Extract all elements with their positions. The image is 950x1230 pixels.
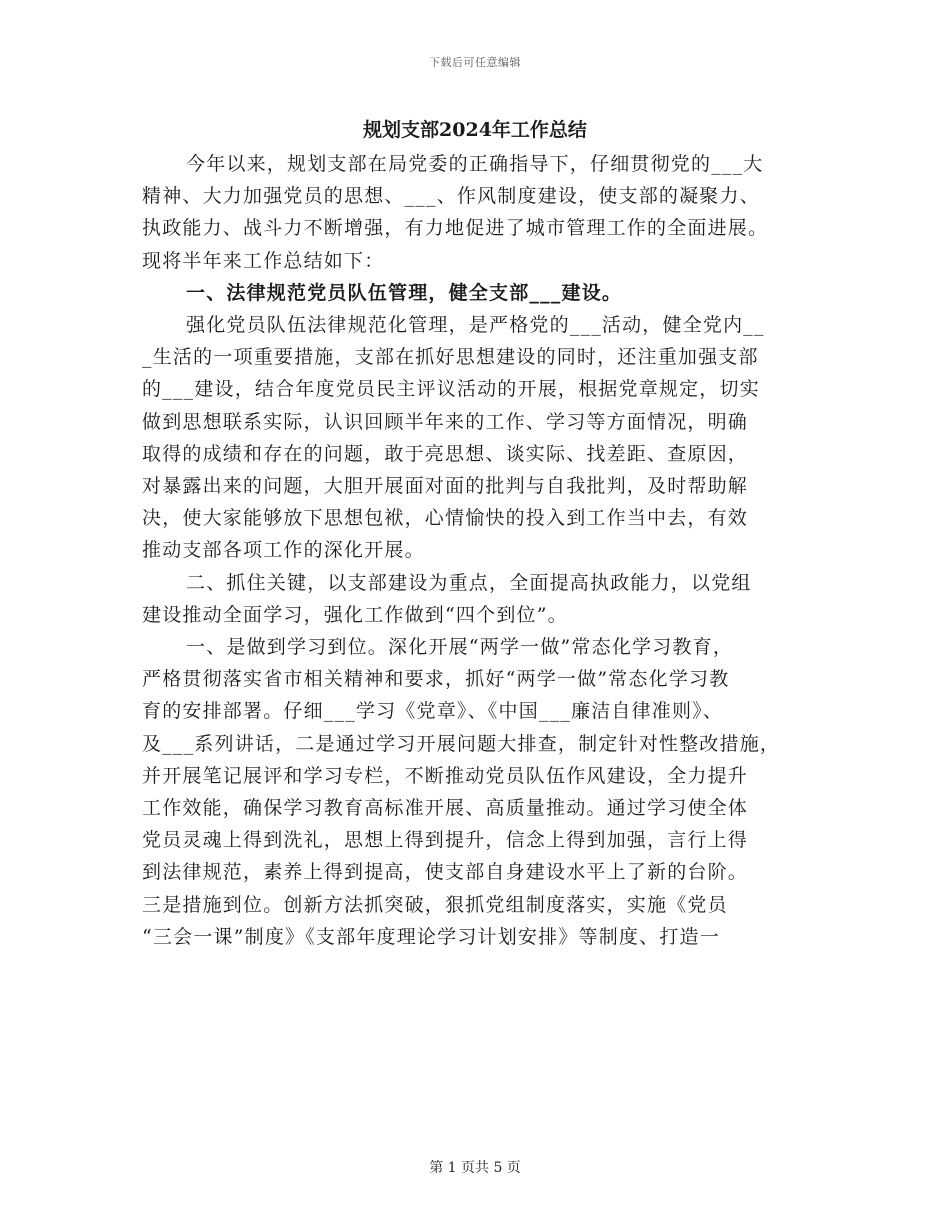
body-line: 推动支部各项工作的深化开展。 <box>142 539 425 562</box>
body-line: 的___建设，结合年度党员民主评议活动的开展，根据党章规定，切实 <box>142 378 760 401</box>
body-line: 到法律规范，素养上得到提高，使支部自身建设水平上了新的台阶。 <box>142 861 749 884</box>
body-line: 建设推动全面学习，强化工作做到“四个到位”。 <box>142 603 568 626</box>
body-line: 严格贯彻落实省市相关精神和要求，抓好“两学一做”常态化学习教 <box>142 668 730 691</box>
body-line: 工作效能，确保学习教育高标准开展、高质量推动。通过学习使全体 <box>142 797 749 820</box>
body-line: 做到思想联系实际，认识回顾半年来的工作、学习等方面情况，明确 <box>142 410 749 433</box>
body-line: 一、法律规范党员队伍管理，健全支部___建设。 <box>186 281 623 304</box>
body-line: 对暴露出来的问题，大胆开展面对面的批判与自我批判，及时帮助解 <box>142 475 749 498</box>
page-footer: 第 1 页共 5 页 <box>429 1160 521 1176</box>
body-line: “三会一课”制度》《支部年度理论学习计划安排》等制度、打造一 <box>142 925 720 948</box>
body-line: 取得的成绩和存在的问题，敢于亮思想、谈实际、找差距、查原因， <box>142 442 749 465</box>
document-body <box>142 148 810 953</box>
header-note: 下载后可任意编辑 <box>429 56 521 69</box>
body-line: 并开展笔记展评和学习专栏，不断推动党员队伍作风建设，全力提升 <box>142 764 749 787</box>
body-line: 育的安排部署。仔细___学习《党章》、《中国___廉洁自律准则》、 <box>142 700 724 723</box>
body-line: 党员灵魂上得到洗礼，思想上得到提升，信念上得到加强，言行上得 <box>142 829 749 852</box>
body-line: 三是措施到位。创新方法抓突破，狠抓党组制度落实，实施《党员 <box>142 893 728 916</box>
body-line: 现将半年来工作总结如下： <box>142 249 385 272</box>
body-line: _生活的一项重要措施，支部在抓好思想建设的同时，还注重加强支部 <box>142 346 759 369</box>
body-line: 一、是做到学习到位。深化开展“两学一做”常态化学习教育， <box>186 636 734 659</box>
body-line: 精神、大力加强党员的思想、___、作风制度建设，使支部的凝聚力、 <box>142 185 760 208</box>
document-title: 规划支部2024年工作总结 <box>363 119 587 141</box>
body-line: 及___系列讲话，二是通过学习开展问题大排查，制定针对性整改措施， <box>142 732 781 755</box>
body-line: 决，使大家能够放下思想包袱，心情愉快的投入到工作当中去，有效 <box>142 507 749 530</box>
body-line: 强化党员队伍法律规范化管理，是严格党的___活动，健全党内__ <box>186 314 765 337</box>
body-line: 今年以来，规划支部在局党委的正确指导下，仔细贯彻党的___大 <box>186 153 764 175</box>
body-line: 执政能力、战斗力不断增强，有力地促进了城市管理工作的全面进展。 <box>142 217 769 240</box>
body-line: 二、抓住关键，以支部建设为重点，全面提高执政能力，以党组 <box>186 571 752 594</box>
